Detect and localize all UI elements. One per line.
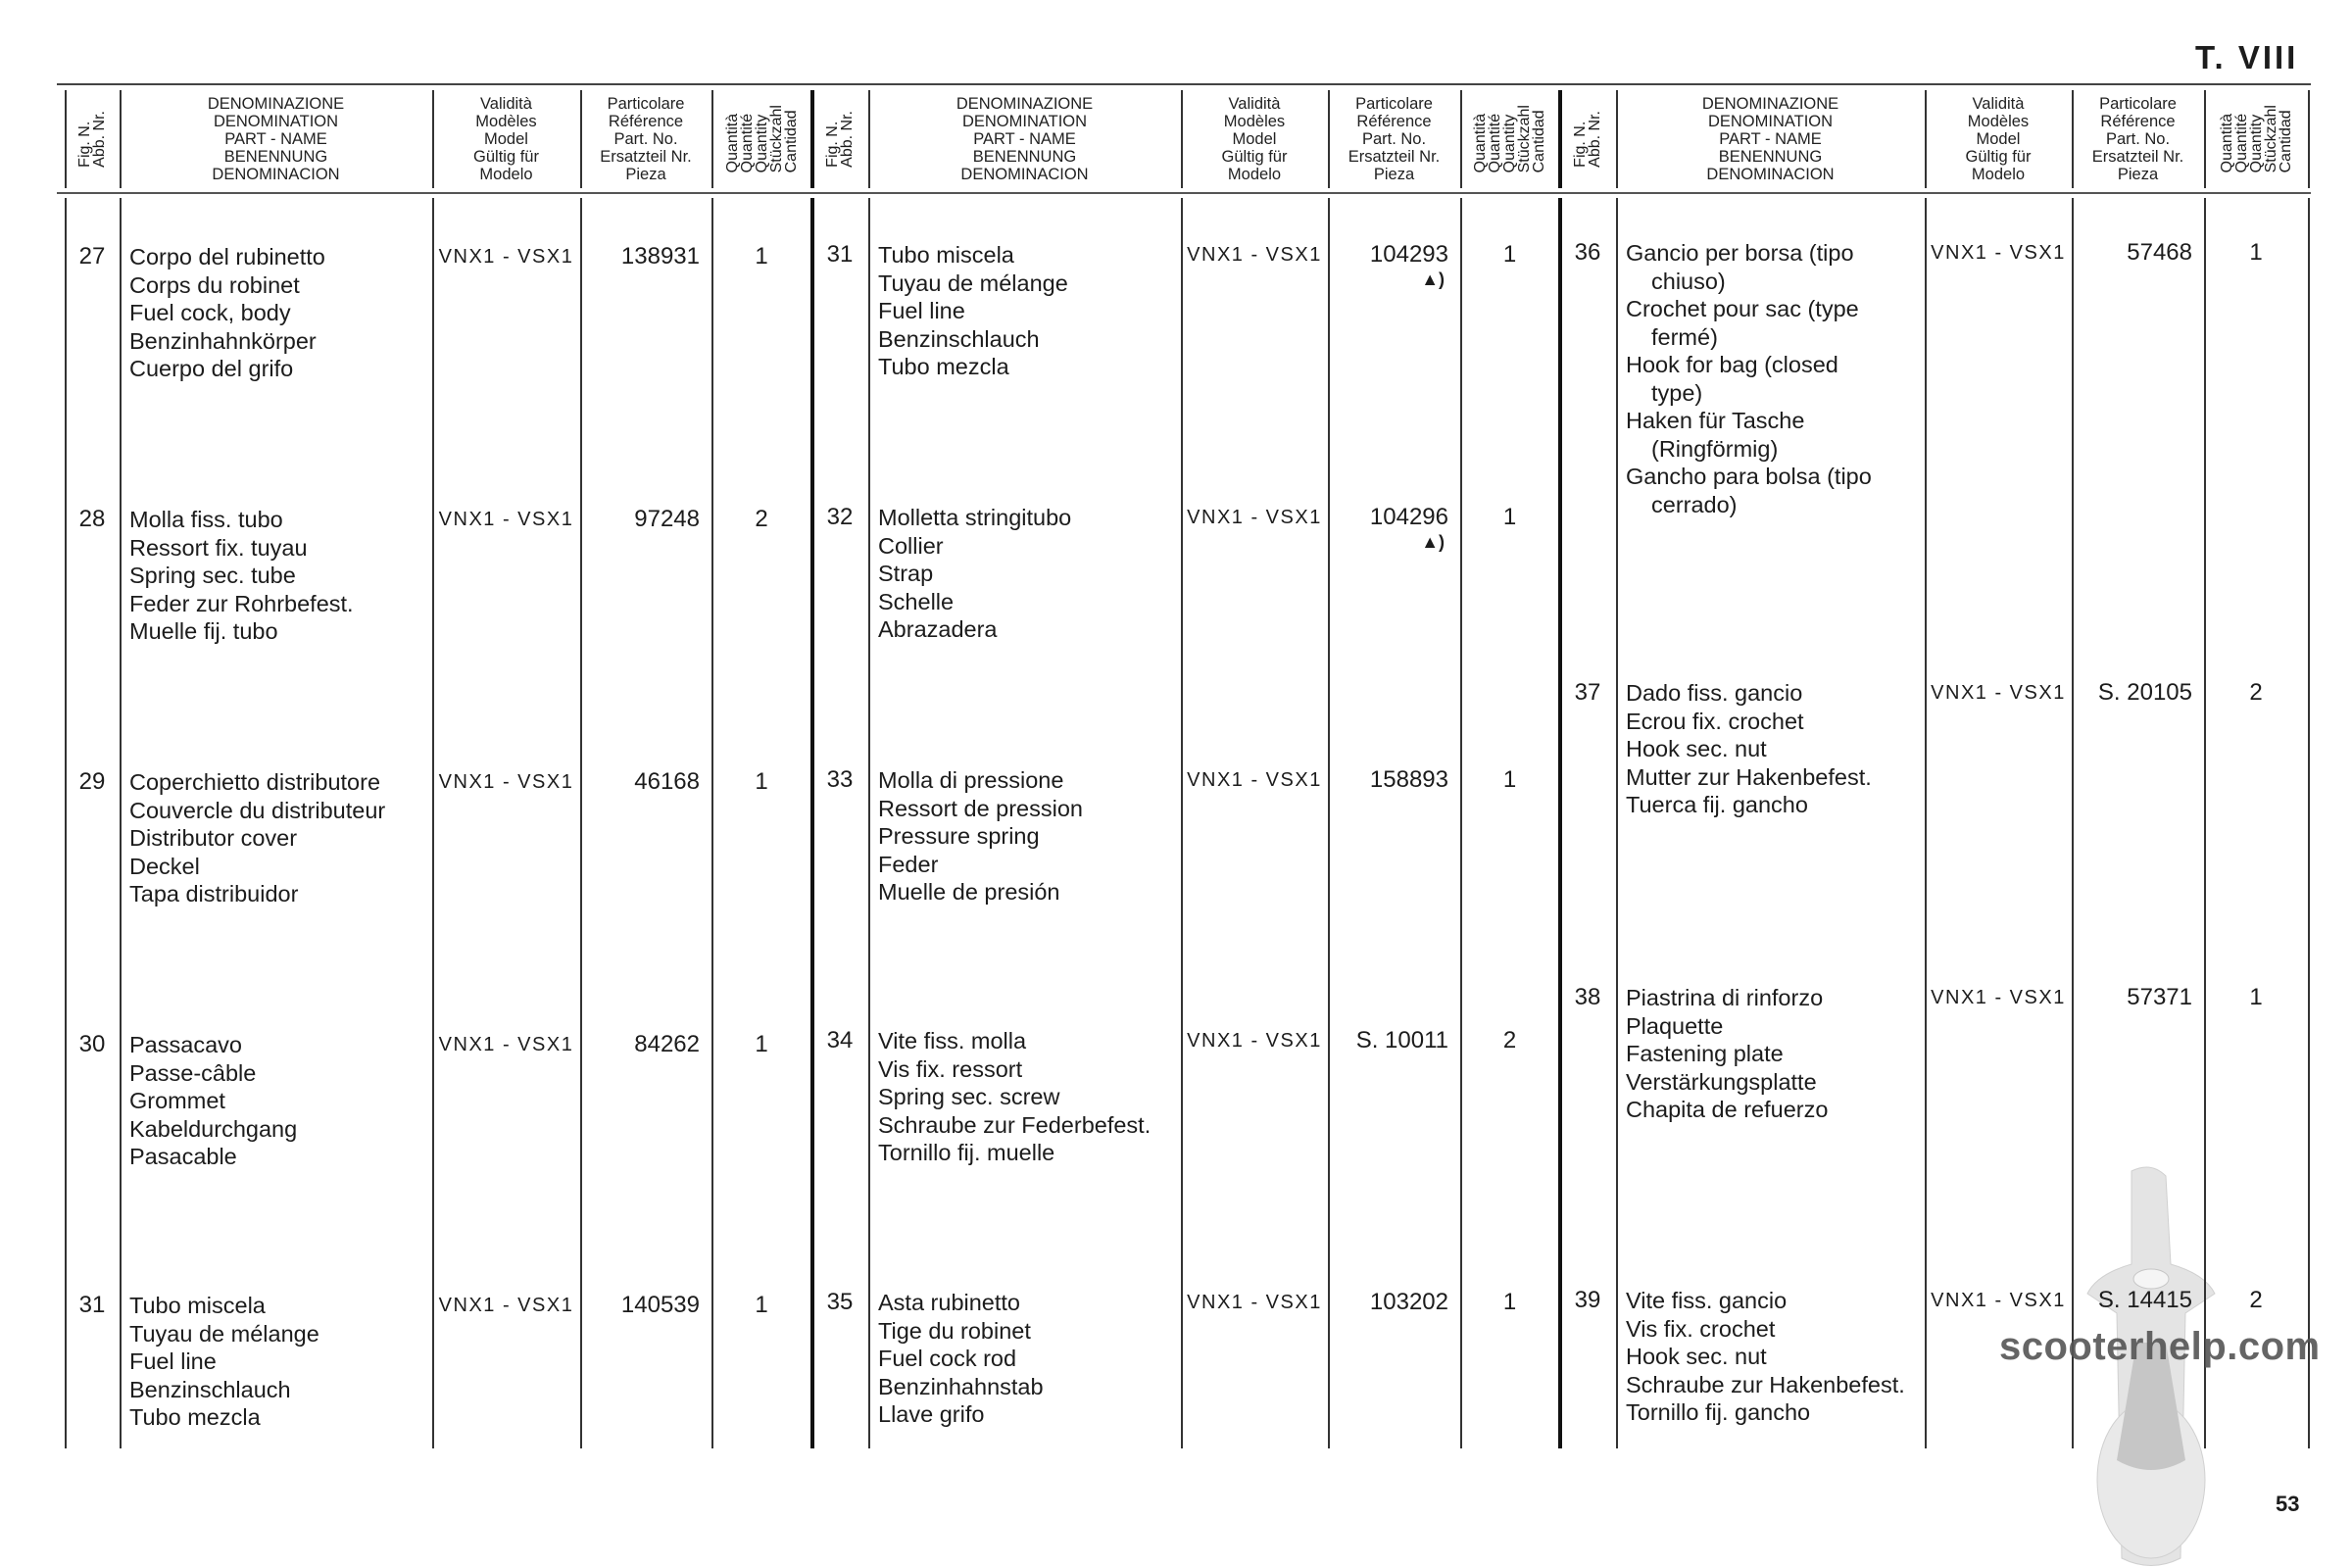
quantity: 2 bbox=[2249, 1287, 2263, 1313]
header-line: Modèles bbox=[1967, 113, 2030, 130]
header-line: DENOMINAZIONE bbox=[956, 95, 1094, 113]
part-name-line: Spring sec. screw bbox=[878, 1084, 1060, 1109]
quantity: 1 bbox=[2249, 984, 2263, 1010]
column-divider bbox=[2308, 90, 2310, 188]
model-validity: VNX1 - VSX1 bbox=[1187, 507, 1322, 528]
quantity: 1 bbox=[1502, 766, 1517, 793]
header-line: Pieza bbox=[625, 166, 666, 183]
header-model bbox=[1925, 90, 2072, 188]
header-line: Particolare bbox=[607, 95, 685, 113]
fig-number: 31 bbox=[826, 241, 854, 268]
part-name-line: Vite fiss. gancio bbox=[1626, 1288, 1788, 1313]
header-line: Model bbox=[1976, 130, 2021, 148]
part-name-line: Benzinhahnstab bbox=[878, 1373, 1044, 1399]
part-name-line: Crochet pour sac (type bbox=[1626, 296, 1859, 321]
header-line: Cantidad bbox=[782, 110, 800, 173]
part-number-value: 97248 bbox=[634, 506, 700, 532]
fig-number: 27 bbox=[78, 243, 106, 270]
part-name-line: Molla fiss. tubo bbox=[129, 507, 283, 532]
column-divider bbox=[1558, 198, 1562, 1448]
part-name-line: Strap bbox=[878, 561, 934, 586]
header-line: Validità bbox=[1972, 95, 2025, 113]
header-fig bbox=[65, 90, 120, 188]
part-name-line: Llave grifo bbox=[878, 1401, 985, 1427]
header-qty-text bbox=[2220, 105, 2293, 172]
column-divider bbox=[2308, 198, 2310, 1448]
part-name-line: Spring sec. tube bbox=[129, 563, 296, 588]
header-line: Ersatzteil Nr. bbox=[1348, 148, 1441, 166]
header-qty bbox=[711, 90, 811, 188]
fig-number: 30 bbox=[78, 1031, 106, 1057]
part-name-line: Tige du robinet bbox=[878, 1317, 1031, 1344]
header-line: Model bbox=[1232, 130, 1277, 148]
part-name-line: Collier bbox=[878, 532, 944, 559]
column-divider bbox=[120, 198, 122, 1448]
quantity: 2 bbox=[2249, 679, 2263, 706]
header-line: Part. No. bbox=[1361, 130, 1427, 148]
header-line: DENOMINAZIONE bbox=[207, 95, 345, 113]
part-name-line: Molletta stringitubo bbox=[878, 505, 1072, 530]
fig-number: 33 bbox=[826, 766, 854, 793]
fig-number: 31 bbox=[78, 1292, 106, 1318]
part-name-line: Cuerpo del grifo bbox=[129, 356, 294, 381]
quantity: 1 bbox=[755, 243, 768, 270]
part-name-line: Verstärkungsplatte bbox=[1626, 1068, 1817, 1095]
table-top-rule bbox=[57, 83, 2311, 85]
header-line: Quantity bbox=[2247, 115, 2265, 173]
header-model-text bbox=[473, 95, 539, 183]
header-qty-text bbox=[1473, 105, 1546, 172]
model-validity: VNX1 - VSX1 bbox=[1187, 769, 1322, 791]
part-number bbox=[580, 1292, 700, 1319]
part-name bbox=[129, 1292, 319, 1432]
header-line: Modelo bbox=[479, 166, 533, 183]
part-name bbox=[1626, 239, 1872, 518]
header-line: Fig. N. bbox=[824, 121, 841, 168]
header-qty bbox=[1460, 90, 1559, 188]
column-divider bbox=[580, 198, 582, 1448]
header-model-text bbox=[1222, 95, 1288, 183]
header-line: DENOMINAZIONE bbox=[1701, 95, 1839, 113]
header-line: Cantidad bbox=[2277, 110, 2294, 173]
header-line: Pieza bbox=[1373, 166, 1415, 183]
header-line: Quantité bbox=[1487, 114, 1503, 173]
header-line: DENOMINACION bbox=[960, 166, 1089, 183]
part-name-line: Grommet bbox=[129, 1088, 225, 1113]
header-line: Validità bbox=[480, 95, 532, 113]
part-number bbox=[1328, 1027, 1448, 1054]
part-name-line: Schelle bbox=[878, 588, 955, 614]
quantity: 2 bbox=[755, 506, 768, 532]
fig-number: 29 bbox=[78, 768, 106, 795]
part-name-line: Tubo miscela bbox=[878, 242, 1014, 268]
fig-number: 37 bbox=[1574, 679, 1601, 706]
header-bottom-rule bbox=[57, 192, 2311, 194]
part-name-line: Schraube zur Hakenbefest. bbox=[1626, 1371, 1905, 1397]
header-line: BENENNUNG bbox=[1718, 148, 1823, 166]
part-number-value: 104293 bbox=[1369, 241, 1448, 268]
part-number-value: 84262 bbox=[634, 1031, 700, 1057]
part-name bbox=[1626, 1287, 1905, 1427]
column-divider bbox=[2204, 198, 2206, 1448]
part-number-value: 57468 bbox=[2127, 239, 2192, 266]
part-name-line: Feder zur Rohrbefest. bbox=[129, 590, 354, 616]
part-name-line: Fuel line bbox=[129, 1348, 217, 1374]
part-name-line: Passe-câble bbox=[129, 1059, 257, 1086]
part-number bbox=[580, 243, 700, 270]
header-line: Référence bbox=[608, 113, 684, 130]
header-line: Abb. Nr. bbox=[1587, 111, 1603, 168]
header-line: Fig. N. bbox=[1572, 121, 1589, 168]
part-name-line: Haken für Tasche bbox=[1626, 408, 1805, 433]
header-qty-text bbox=[725, 105, 799, 172]
part-name-line: Tubo mezcla bbox=[878, 354, 1009, 379]
fig-number: 36 bbox=[1574, 239, 1601, 266]
header-line: DENOMINACION bbox=[1706, 166, 1835, 183]
model-validity: VNX1 - VSX1 bbox=[438, 509, 574, 530]
model-validity: VNX1 - VSX1 bbox=[438, 771, 574, 793]
header-line: Modelo bbox=[1227, 166, 1282, 183]
part-number bbox=[580, 506, 700, 533]
header-line: Référence bbox=[2100, 113, 2176, 130]
header-line: PART - NAME bbox=[973, 130, 1076, 148]
column-divider bbox=[868, 198, 870, 1448]
header-name bbox=[120, 90, 432, 188]
part-name-line: Vite fiss. molla bbox=[878, 1028, 1027, 1054]
part-number bbox=[1328, 504, 1448, 553]
part-name-line: Ecrou fix. crochet bbox=[1626, 708, 1804, 734]
part-name-line: Chapita de refuerzo bbox=[1626, 1097, 1829, 1122]
part-name-line: cerrado) bbox=[1651, 491, 1738, 517]
column-divider bbox=[810, 198, 814, 1448]
header-name bbox=[868, 90, 1181, 188]
quantity: 1 bbox=[1502, 241, 1517, 268]
part-name-line: Abrazadera bbox=[878, 616, 998, 642]
fig-number: 28 bbox=[78, 506, 106, 532]
part-name-line: Benzinschlauch bbox=[129, 1376, 291, 1402]
part-name bbox=[129, 1031, 297, 1171]
header-fig-text bbox=[825, 111, 855, 168]
part-name-line: Vis fix. crochet bbox=[1626, 1315, 1776, 1342]
page-number: 53 bbox=[2276, 1492, 2300, 1516]
part-note-mark: ▲) bbox=[1421, 532, 1445, 552]
quantity: 1 bbox=[2249, 239, 2263, 266]
quantity: 1 bbox=[755, 1031, 768, 1057]
header-line: Ersatzteil Nr. bbox=[600, 148, 692, 166]
part-name-line: Hook sec. nut bbox=[1626, 736, 1767, 761]
part-name-line: Vis fix. ressort bbox=[878, 1055, 1023, 1082]
header-model-text bbox=[1966, 95, 2032, 183]
header-line: Part. No. bbox=[613, 130, 678, 148]
part-note-mark: ▲) bbox=[1421, 270, 1445, 289]
part-name-line: Ressort fix. tuyau bbox=[129, 534, 308, 561]
part-name-line: chiuso) bbox=[1651, 268, 1726, 294]
column-divider bbox=[432, 198, 434, 1448]
header-line: Quantity bbox=[753, 115, 770, 173]
part-number bbox=[2072, 239, 2192, 267]
header-line: PART - NAME bbox=[224, 130, 327, 148]
header-line: Stückzahl bbox=[1516, 105, 1533, 173]
header-line: Gültig für bbox=[473, 148, 539, 166]
part-name bbox=[878, 241, 1068, 381]
part-name-line: Fuel cock, body bbox=[129, 300, 291, 325]
part-number bbox=[1328, 241, 1448, 290]
part-name-line: type) bbox=[1651, 379, 1703, 406]
header-line: Part. No. bbox=[2105, 130, 2171, 148]
header-part-text bbox=[600, 95, 692, 183]
model-validity: VNX1 - VSX1 bbox=[1931, 1290, 2066, 1311]
fig-number: 39 bbox=[1574, 1287, 1601, 1313]
part-name-line: Pressure spring bbox=[878, 823, 1040, 849]
part-number-value: 103202 bbox=[1369, 1289, 1448, 1315]
part-name-line: Muelle de presión bbox=[878, 879, 1060, 905]
quantity: 1 bbox=[755, 768, 768, 795]
header-line: Référence bbox=[1356, 113, 1432, 130]
model-validity: VNX1 - VSX1 bbox=[438, 246, 574, 268]
model-validity: VNX1 - VSX1 bbox=[1187, 1292, 1322, 1313]
header-line: Particolare bbox=[2099, 95, 2177, 113]
column-divider bbox=[711, 198, 713, 1448]
part-number-value: S. 10011 bbox=[1355, 1027, 1448, 1054]
page-title: T. VIII bbox=[2195, 39, 2299, 75]
header-name bbox=[1616, 90, 1925, 188]
header-line: DENOMINATION bbox=[213, 113, 339, 130]
part-name-line: Kabeldurchgang bbox=[129, 1115, 298, 1142]
part-name-line: Muelle fij. tubo bbox=[129, 618, 278, 644]
part-name-line: Hook sec. nut bbox=[1626, 1344, 1767, 1369]
header-part-text bbox=[2092, 95, 2184, 183]
part-name-line: Feder bbox=[878, 851, 939, 877]
quantity: 1 bbox=[755, 1292, 768, 1318]
part-name-line: Passacavo bbox=[129, 1032, 242, 1057]
header-line: Quantità bbox=[2218, 114, 2235, 173]
part-name bbox=[878, 504, 1071, 644]
header-line: Gültig für bbox=[1221, 148, 1288, 166]
part-number-value: 104296 bbox=[1369, 504, 1448, 530]
model-validity: VNX1 - VSX1 bbox=[1187, 1030, 1322, 1052]
part-number bbox=[1328, 1289, 1448, 1316]
part-number-value: 158893 bbox=[1369, 766, 1448, 793]
header-line: BENENNUNG bbox=[223, 148, 328, 166]
part-name-line: Schraube zur Federbefest. bbox=[878, 1111, 1152, 1138]
header-line: DENOMINATION bbox=[1707, 113, 1834, 130]
part-name-line: Plaquette bbox=[1626, 1012, 1724, 1039]
header-line: Pieza bbox=[2117, 166, 2159, 183]
header-part bbox=[2072, 90, 2204, 188]
header-part-text bbox=[1348, 95, 1441, 183]
part-name-line: Fuel line bbox=[878, 298, 965, 323]
part-name-line: Tuerca fij. gancho bbox=[1626, 792, 1808, 817]
header-model bbox=[432, 90, 580, 188]
header-line: Cantidad bbox=[1531, 110, 1547, 173]
model-validity: VNX1 - VSX1 bbox=[1931, 682, 2066, 704]
part-number-value: 57371 bbox=[2127, 984, 2192, 1010]
header-line: Validità bbox=[1228, 95, 1281, 113]
part-number bbox=[580, 1031, 700, 1058]
part-name-line: Gancio per borsa (tipo bbox=[1626, 240, 1854, 266]
part-name-line: Piastrina di rinforzo bbox=[1626, 985, 1824, 1010]
part-name-line: Distributor cover bbox=[129, 825, 298, 851]
fig-number: 35 bbox=[826, 1289, 854, 1315]
part-name-line: Gancho para bolsa (tipo bbox=[1626, 464, 1872, 489]
quantity: 1 bbox=[1502, 1289, 1517, 1315]
header-line: Modelo bbox=[1971, 166, 2026, 183]
column-divider bbox=[1925, 198, 1927, 1448]
model-validity: VNX1 - VSX1 bbox=[438, 1295, 574, 1316]
part-number bbox=[1328, 766, 1448, 794]
part-number-value: 46168 bbox=[634, 768, 700, 795]
header-name-text bbox=[956, 95, 1093, 183]
part-name bbox=[878, 766, 1083, 906]
part-name bbox=[1626, 984, 1828, 1124]
part-name bbox=[878, 1027, 1151, 1167]
part-number bbox=[580, 768, 700, 796]
fig-number: 32 bbox=[826, 504, 854, 530]
part-name-line: fermé) bbox=[1651, 323, 1718, 350]
part-name-line: Tornillo fij. muelle bbox=[878, 1140, 1055, 1165]
part-name-line: Couvercle du distributeur bbox=[129, 797, 386, 823]
header-line: Stückzahl bbox=[767, 105, 785, 173]
part-name-line: Deckel bbox=[129, 853, 200, 879]
model-validity: VNX1 - VSX1 bbox=[438, 1034, 574, 1055]
header-line: DENOMINATION bbox=[961, 113, 1088, 130]
part-name-line: Ressort de pression bbox=[878, 795, 1083, 821]
quantity: 1 bbox=[1502, 504, 1517, 530]
part-number bbox=[2072, 1287, 2192, 1314]
header-fig-text bbox=[1573, 111, 1602, 168]
part-name-line: Benzinschlauch bbox=[878, 325, 1040, 352]
part-number-value: 140539 bbox=[620, 1292, 700, 1318]
model-validity: VNX1 - VSX1 bbox=[1187, 244, 1322, 266]
header-name-text bbox=[1702, 95, 1838, 183]
part-name bbox=[878, 1289, 1044, 1429]
part-name-line: Tuyau de mélange bbox=[878, 270, 1068, 296]
part-name bbox=[129, 243, 325, 383]
part-name-line: Tornillo fij. gancho bbox=[1626, 1399, 1811, 1425]
header-line: Quantité bbox=[2232, 114, 2250, 173]
part-name-line: Tuyau de mélange bbox=[129, 1320, 319, 1347]
part-name-line: Hook for bag (closed bbox=[1626, 352, 1838, 377]
header-fig bbox=[811, 90, 868, 188]
header-model bbox=[1181, 90, 1328, 188]
header-fig-text bbox=[77, 111, 107, 168]
part-name-line: Pasacable bbox=[129, 1144, 237, 1169]
header-line: DENOMINACION bbox=[212, 166, 340, 183]
header-line: Model bbox=[484, 130, 528, 148]
part-name-line: Fastening plate bbox=[1626, 1041, 1784, 1066]
header-line: Abb. Nr. bbox=[91, 111, 108, 168]
fig-number: 38 bbox=[1574, 984, 1601, 1010]
header-line: Quantità bbox=[723, 114, 741, 173]
part-name-line: Tubo mezcla bbox=[129, 1404, 261, 1430]
part-name-line: Tapa distribuidor bbox=[129, 881, 299, 906]
part-name-line: Corpo del rubinetto bbox=[129, 244, 325, 270]
part-number-value: 138931 bbox=[620, 243, 700, 270]
header-line: BENENNUNG bbox=[972, 148, 1077, 166]
header-line: Quantité bbox=[738, 114, 756, 173]
column-divider bbox=[1328, 198, 1330, 1448]
part-number-value: S. 14415 bbox=[2097, 1287, 2192, 1313]
part-name bbox=[1626, 679, 1872, 819]
header-part bbox=[1328, 90, 1460, 188]
part-name-line: Corps du robinet bbox=[129, 271, 300, 298]
fig-number: 34 bbox=[826, 1027, 854, 1054]
part-name bbox=[129, 768, 385, 908]
header-fig bbox=[1559, 90, 1616, 188]
part-number-value: S. 20105 bbox=[2097, 679, 2192, 706]
column-divider bbox=[1460, 198, 1462, 1448]
header-line: Abb. Nr. bbox=[839, 111, 856, 168]
part-name-line: (Ringförmig) bbox=[1651, 435, 1779, 462]
header-line: Fig. N. bbox=[76, 121, 93, 168]
header-line: Particolare bbox=[1355, 95, 1433, 113]
model-validity: VNX1 - VSX1 bbox=[1931, 242, 2066, 264]
header-line: Gültig für bbox=[1965, 148, 2032, 166]
header-line: Quantità bbox=[1472, 114, 1489, 173]
part-name-line: Asta rubinetto bbox=[878, 1290, 1021, 1315]
part-name-line: Dado fiss. gancio bbox=[1626, 680, 1803, 706]
part-name-line: Fuel cock rod bbox=[878, 1346, 1017, 1371]
part-number bbox=[2072, 984, 2192, 1011]
part-number bbox=[2072, 679, 2192, 707]
part-name-line: Tubo miscela bbox=[129, 1293, 266, 1318]
part-name bbox=[129, 506, 354, 646]
quantity: 2 bbox=[1502, 1027, 1517, 1054]
watermark: scooterhelp.com bbox=[1999, 1325, 2321, 1368]
header-part bbox=[580, 90, 711, 188]
column-divider bbox=[1181, 198, 1183, 1448]
header-line: Modèles bbox=[1223, 113, 1286, 130]
part-name-line: Molla di pressione bbox=[878, 767, 1064, 793]
header-line: Quantity bbox=[1501, 115, 1518, 173]
header-line: Modèles bbox=[475, 113, 537, 130]
part-name-line: Coperchietto distributore bbox=[129, 769, 381, 795]
header-line: PART - NAME bbox=[1719, 130, 1822, 148]
part-name-line: Mutter zur Hakenbefest. bbox=[1626, 763, 1872, 790]
column-divider bbox=[1616, 198, 1618, 1448]
column-divider bbox=[65, 198, 67, 1448]
model-validity: VNX1 - VSX1 bbox=[1931, 987, 2066, 1008]
part-name-line: Benzinhahnkörper bbox=[129, 327, 317, 354]
header-name-text bbox=[208, 95, 344, 183]
header-line: Ersatzteil Nr. bbox=[2091, 148, 2184, 166]
column-divider bbox=[2072, 198, 2074, 1448]
header-qty bbox=[2204, 90, 2308, 188]
header-line: Stückzahl bbox=[2262, 105, 2279, 173]
